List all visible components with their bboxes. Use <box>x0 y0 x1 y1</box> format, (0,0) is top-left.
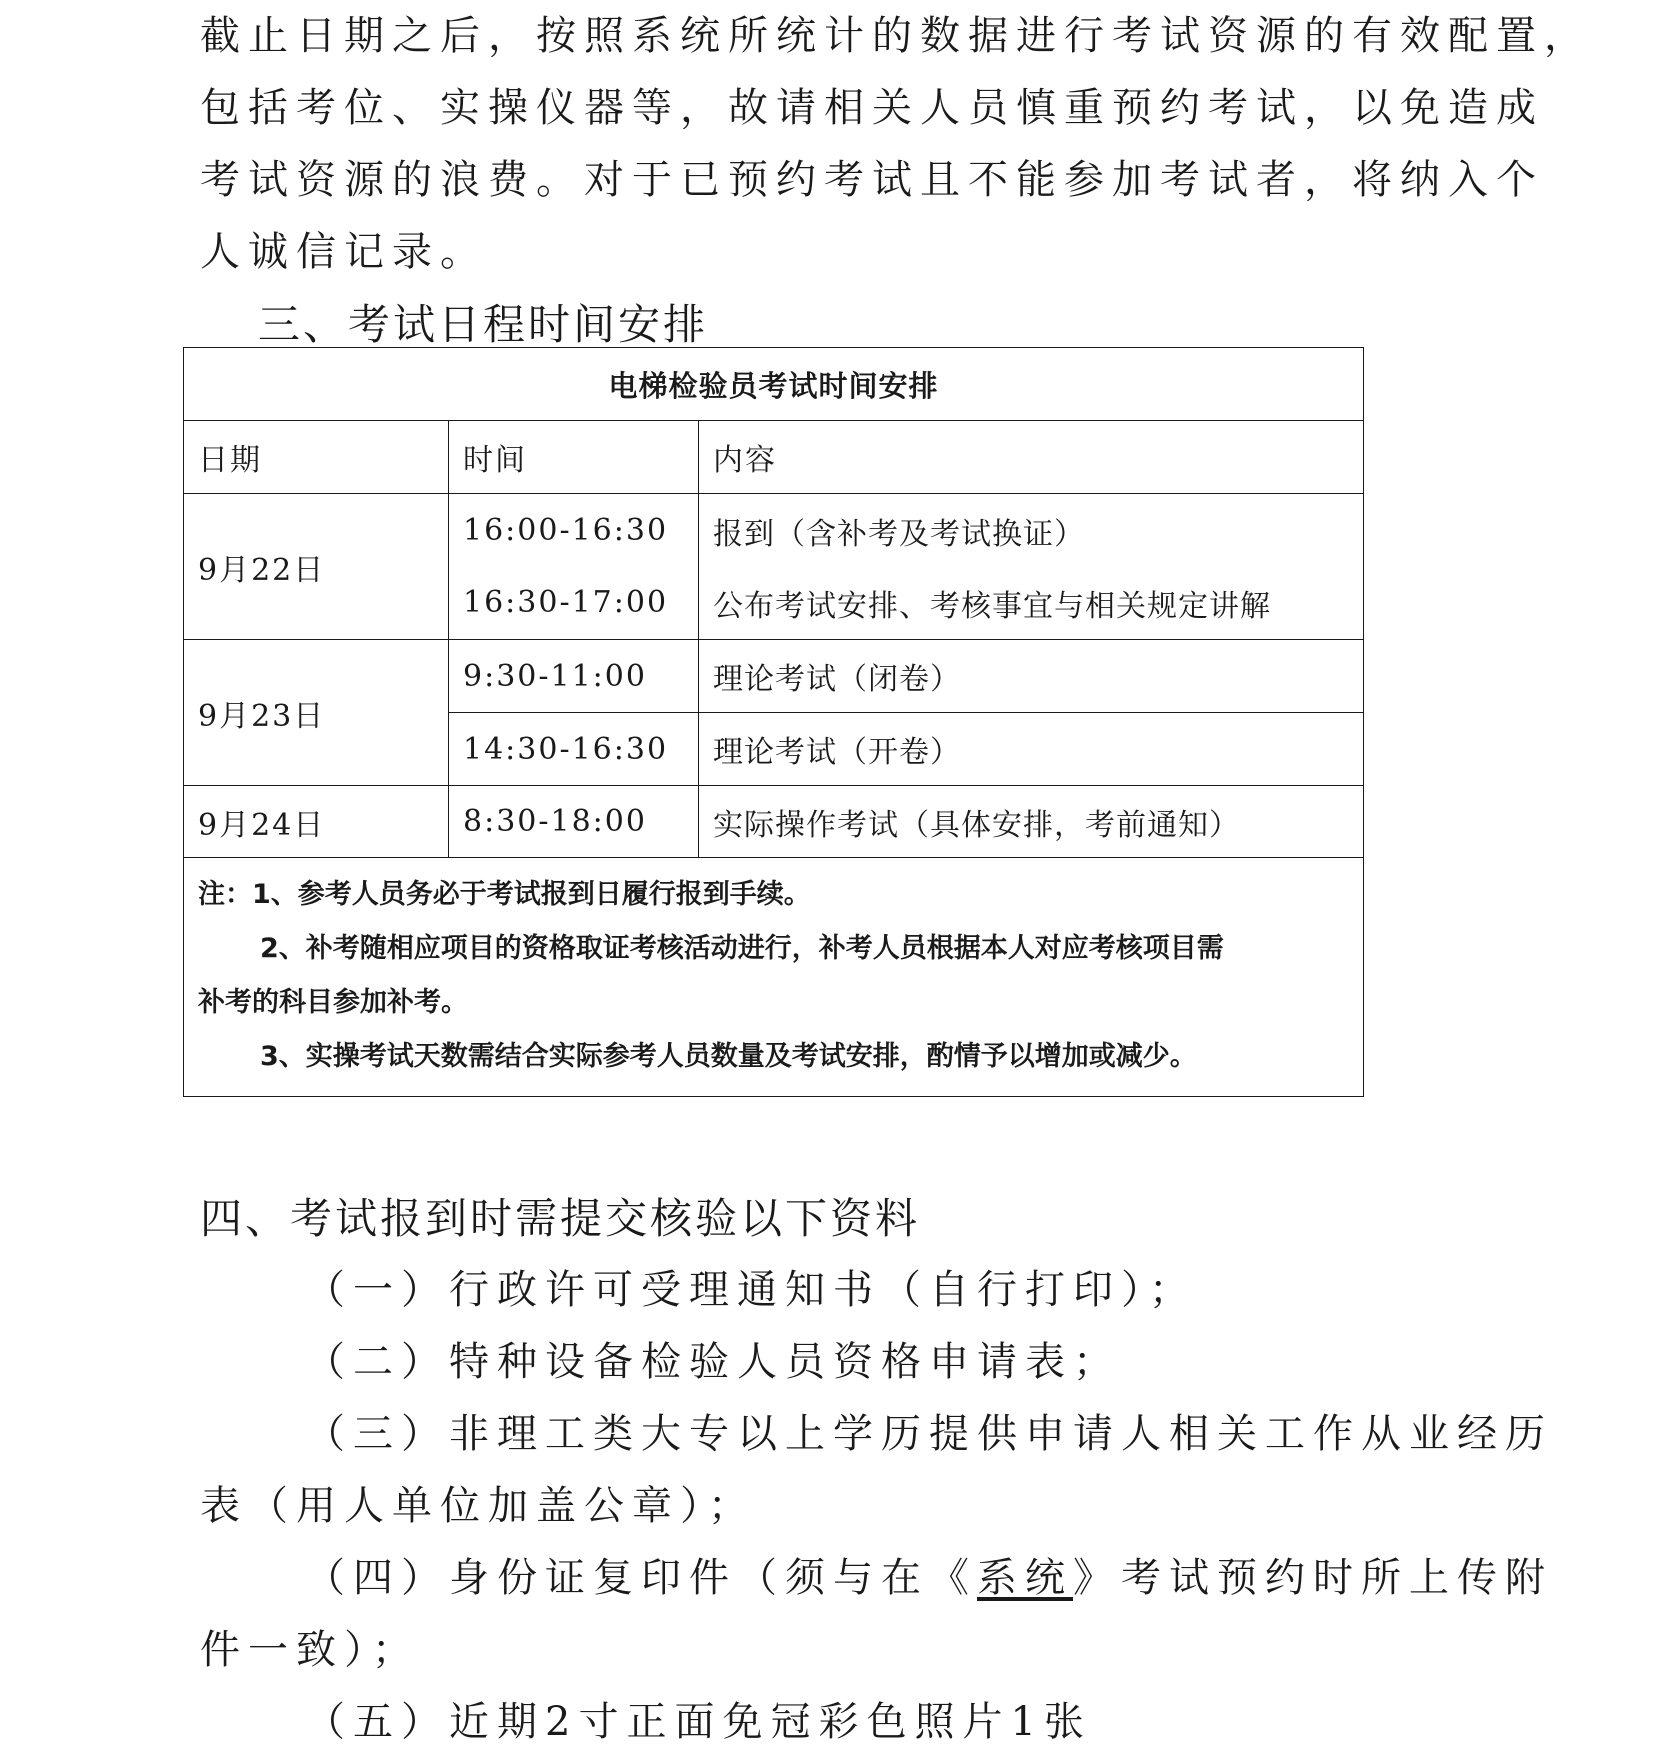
table-title: 电梯检验员考试时间安排 <box>184 348 1364 421</box>
row-content: 报到（含补考及考试换证） <box>713 516 1085 552</box>
row-content: 理论考试（开卷） <box>699 713 1364 786</box>
row-time: 9:30-11:00 <box>449 640 699 713</box>
schedule-table <box>183 347 1364 1097</box>
row-content-cell <box>699 494 1364 640</box>
intro-paragraph <box>200 0 1592 288</box>
row-time: 16:00-16:30 <box>463 513 669 548</box>
table-row <box>184 786 1364 858</box>
list-item-5: （五）近期2寸正面免冠彩色照片1张 <box>305 1699 1092 1745</box>
header-time: 时间 <box>449 421 699 494</box>
list-item-3-line-2: 表（用人单位加盖公章）； <box>200 1483 756 1529</box>
intro-line-3: 考试资源的浪费。对于已预约考试且不能参加考试者，将纳入个 <box>200 157 1544 203</box>
table-notes <box>184 858 1364 1097</box>
note-line-1: 注：1、参考人员务必于考试报到日履行报到手续。 <box>198 879 811 910</box>
list-item-4-line-1 <box>200 1542 1553 1614</box>
list-item-4-text: 》考试预约时所上传附 <box>1073 1555 1553 1601</box>
row-content: 理论考试（闭卷） <box>699 640 1364 713</box>
note-line-4: 3、实操考试天数需结合实际参考人员数量及考试安排，酌情予以增加或减少。 <box>260 1041 1197 1072</box>
row-time: 16:30-17:00 <box>463 585 669 620</box>
list-item-3-line-1: （三）非理工类大专以上学历提供申请人相关工作从业经历 <box>305 1411 1553 1457</box>
list-item-4-line-2: 件一致）； <box>200 1627 420 1673</box>
row-date: 9月22日 <box>184 494 449 640</box>
table-header-row <box>184 421 1364 494</box>
table-row <box>184 640 1364 713</box>
section-4-heading: 四、考试报到时需提交核验以下资料 <box>200 1194 921 1243</box>
list-item-2: （二）特种设备检验人员资格申请表； <box>305 1339 1121 1385</box>
system-link[interactable]: 系统 <box>977 1555 1073 1601</box>
header-content: 内容 <box>699 421 1364 494</box>
row-content: 公布考试安排、考核事宜与相关规定讲解 <box>713 588 1271 624</box>
section-3-heading: 三、考试日程时间安排 <box>258 300 709 349</box>
list-item-4-text: （四）身份证复印件（须与在《 <box>305 1555 977 1601</box>
header-date: 日期 <box>184 421 449 494</box>
intro-line-4: 人诚信记录。 <box>200 229 488 275</box>
table-notes-row <box>184 858 1364 1097</box>
intro-line-1: 截止日期之后，按照系统所统计的数据进行考试资源的有效配置， <box>200 13 1592 59</box>
row-time-cell <box>449 494 699 640</box>
row-content: 实际操作考试（具体安排，考前通知） <box>699 786 1364 858</box>
intro-line-2: 包括考位、实操仪器等，故请相关人员慎重预约考试，以免造成 <box>200 85 1544 131</box>
row-time: 14:30-16:30 <box>449 713 699 786</box>
table-row <box>184 494 1364 640</box>
note-line-2: 2、补考随相应项目的资格取证考核活动进行，补考人员根据本人对应考核项目需 <box>260 933 1224 964</box>
note-line-3: 补考的科目参加补考。 <box>198 987 468 1018</box>
row-date: 9月24日 <box>184 786 449 858</box>
row-time: 8:30-18:00 <box>449 786 699 858</box>
list-item-1: （一）行政许可受理通知书（自行打印）； <box>305 1267 1197 1313</box>
table-title-row <box>184 348 1364 421</box>
row-date: 9月23日 <box>184 640 449 786</box>
